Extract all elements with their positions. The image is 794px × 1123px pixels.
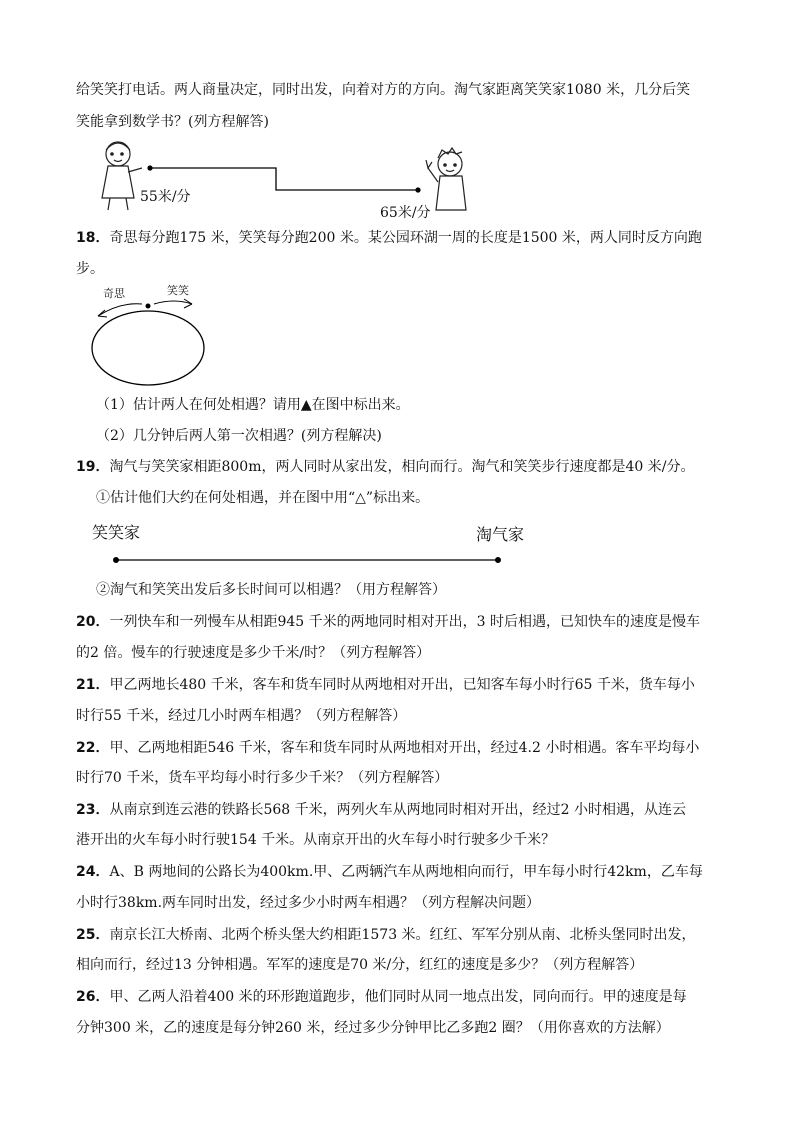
boy-figure-icon [426, 148, 466, 210]
q20-text: 一列快车和一列慢车从相距945 千米的两地同时相对开出，3 时后相遇，已知快车的速度是慢车 [109, 614, 701, 630]
q18-sub2: （2）几分钟后两人第一次相遇？(列方程解决) [96, 428, 382, 444]
label-taoqi-home: 淘气家 [476, 525, 525, 544]
q19-text: 淘气与笑笑家相距800m，两人同时从家出发，相向而行。淘气和笑笑步行速度都是40 米/分。 [109, 459, 695, 475]
q22-text-line1 [76, 738, 699, 758]
speed-label-left: 55米/分 [140, 189, 191, 205]
q18-text: 奇思每分跑175 米，笑笑每分跑200 米。某公园环湖一周的长度是1500 米，两人同时反方向跑 [109, 230, 702, 246]
q19-distance-line [110, 552, 510, 568]
q20-text-line2: 的2 倍。慢车的行驶速度是多少千米/时？（列方程解答） [76, 645, 431, 661]
label-xiaoxiao-home: 笑笑家 [92, 523, 141, 542]
q24-text: A、B 两地间的公路长为400km.甲、乙两辆汽车从两地相向而行，甲车每小时行42km，乙车每 [109, 864, 703, 880]
q19-text-line1 [76, 457, 694, 477]
q26-number: 26． [76, 989, 110, 1005]
q21-number: 21． [76, 677, 110, 693]
q24-number: 24． [76, 864, 110, 880]
q19-sub2: ②淘气和笑笑出发后多长时间可以相遇？（用方程解答） [96, 582, 446, 598]
q21-text-line1 [76, 675, 695, 695]
q18-text-line2: 步。 [76, 261, 104, 277]
q22-text-line2: 时行70 千米，货车平均每小时行多少千米？（列方程解答） [76, 770, 449, 786]
q25-number: 25． [76, 927, 110, 943]
q20-text-line1 [76, 612, 700, 632]
q18-text-line1 [76, 228, 702, 248]
q26-text: 甲、乙两人沿着400 米的环形跑道跑步，他们同时从同一地点出发，同向而行。甲的速度是每 [109, 989, 687, 1005]
q22-text: 甲、乙两地相距546 千米，客车和货车同时从两地相对开出，经过4.2 小时相遇。客车平均每小 [109, 740, 700, 756]
label-qisi: 奇思 [103, 287, 125, 300]
girl-figure-icon [102, 142, 142, 210]
q18-number: 18． [76, 230, 110, 246]
q26-text-line1 [76, 987, 687, 1007]
q24-text-line2: 小时行38km.两车同时出发，经过多少小时两车相遇？（列方程解决问题） [76, 895, 541, 911]
q25-text-line1 [76, 925, 696, 945]
q24-text-line1 [76, 862, 703, 882]
q17-text-line2: 笑能拿到数学书？(列方程解答) [76, 114, 269, 130]
q23-number: 23． [76, 802, 110, 818]
q26-text-line2: 分钟300 米，乙的速度是每分钟260 米，经过多少分钟甲比乙多跑2 圈？（用你喜欢的方法解） [76, 1020, 670, 1036]
q23-text-line1 [76, 800, 686, 820]
q19-sub1: ①估计他们大约在何处相遇，并在图中用“△”标出来。 [96, 490, 430, 506]
speed-label-right: 65米/分 [380, 205, 431, 221]
q21-text-line2: 时行55 千米，经过几小时两车相遇？（列方程解答） [76, 708, 407, 724]
q23-text-line2: 港开出的火车每小时行驶154 千米。从南京开出的火车每小时行驶多少千米？ [76, 832, 556, 848]
q20-number: 20． [76, 614, 110, 630]
label-xiaoxiao: 笑笑 [167, 284, 189, 297]
q25-text: 南京长江大桥南、北两个桥头堡大约相距1573 米。红红、军军分别从南、北桥头堡同时出发， [109, 927, 696, 943]
q17-text-line1: 给笑笑打电话。两人商量决定，同时出发，向着对方的方向。淘气家距离笑笑家1080 米，几分后笑 [76, 82, 691, 98]
q22-number: 22． [76, 740, 110, 756]
q18-sub1: （1）估计两人在何处相遇？请用▲在图中标出来。 [96, 397, 410, 413]
q19-number: 19． [76, 459, 110, 475]
q25-text-line2: 相向而行，经过13 分钟相遇。军军的速度是70 米/分，红红的速度是多少？（列方程解答） [76, 957, 644, 973]
q23-text: 从南京到连云港的铁路长568 千米，两列火车从两地同时相对开出，经过2 小时相遇，从连云 [109, 802, 687, 818]
q21-text: 甲乙两地长480 千米，客车和货车同时从两地相对开出，已知客车每小时行65 千米，货车每小 [109, 677, 695, 693]
